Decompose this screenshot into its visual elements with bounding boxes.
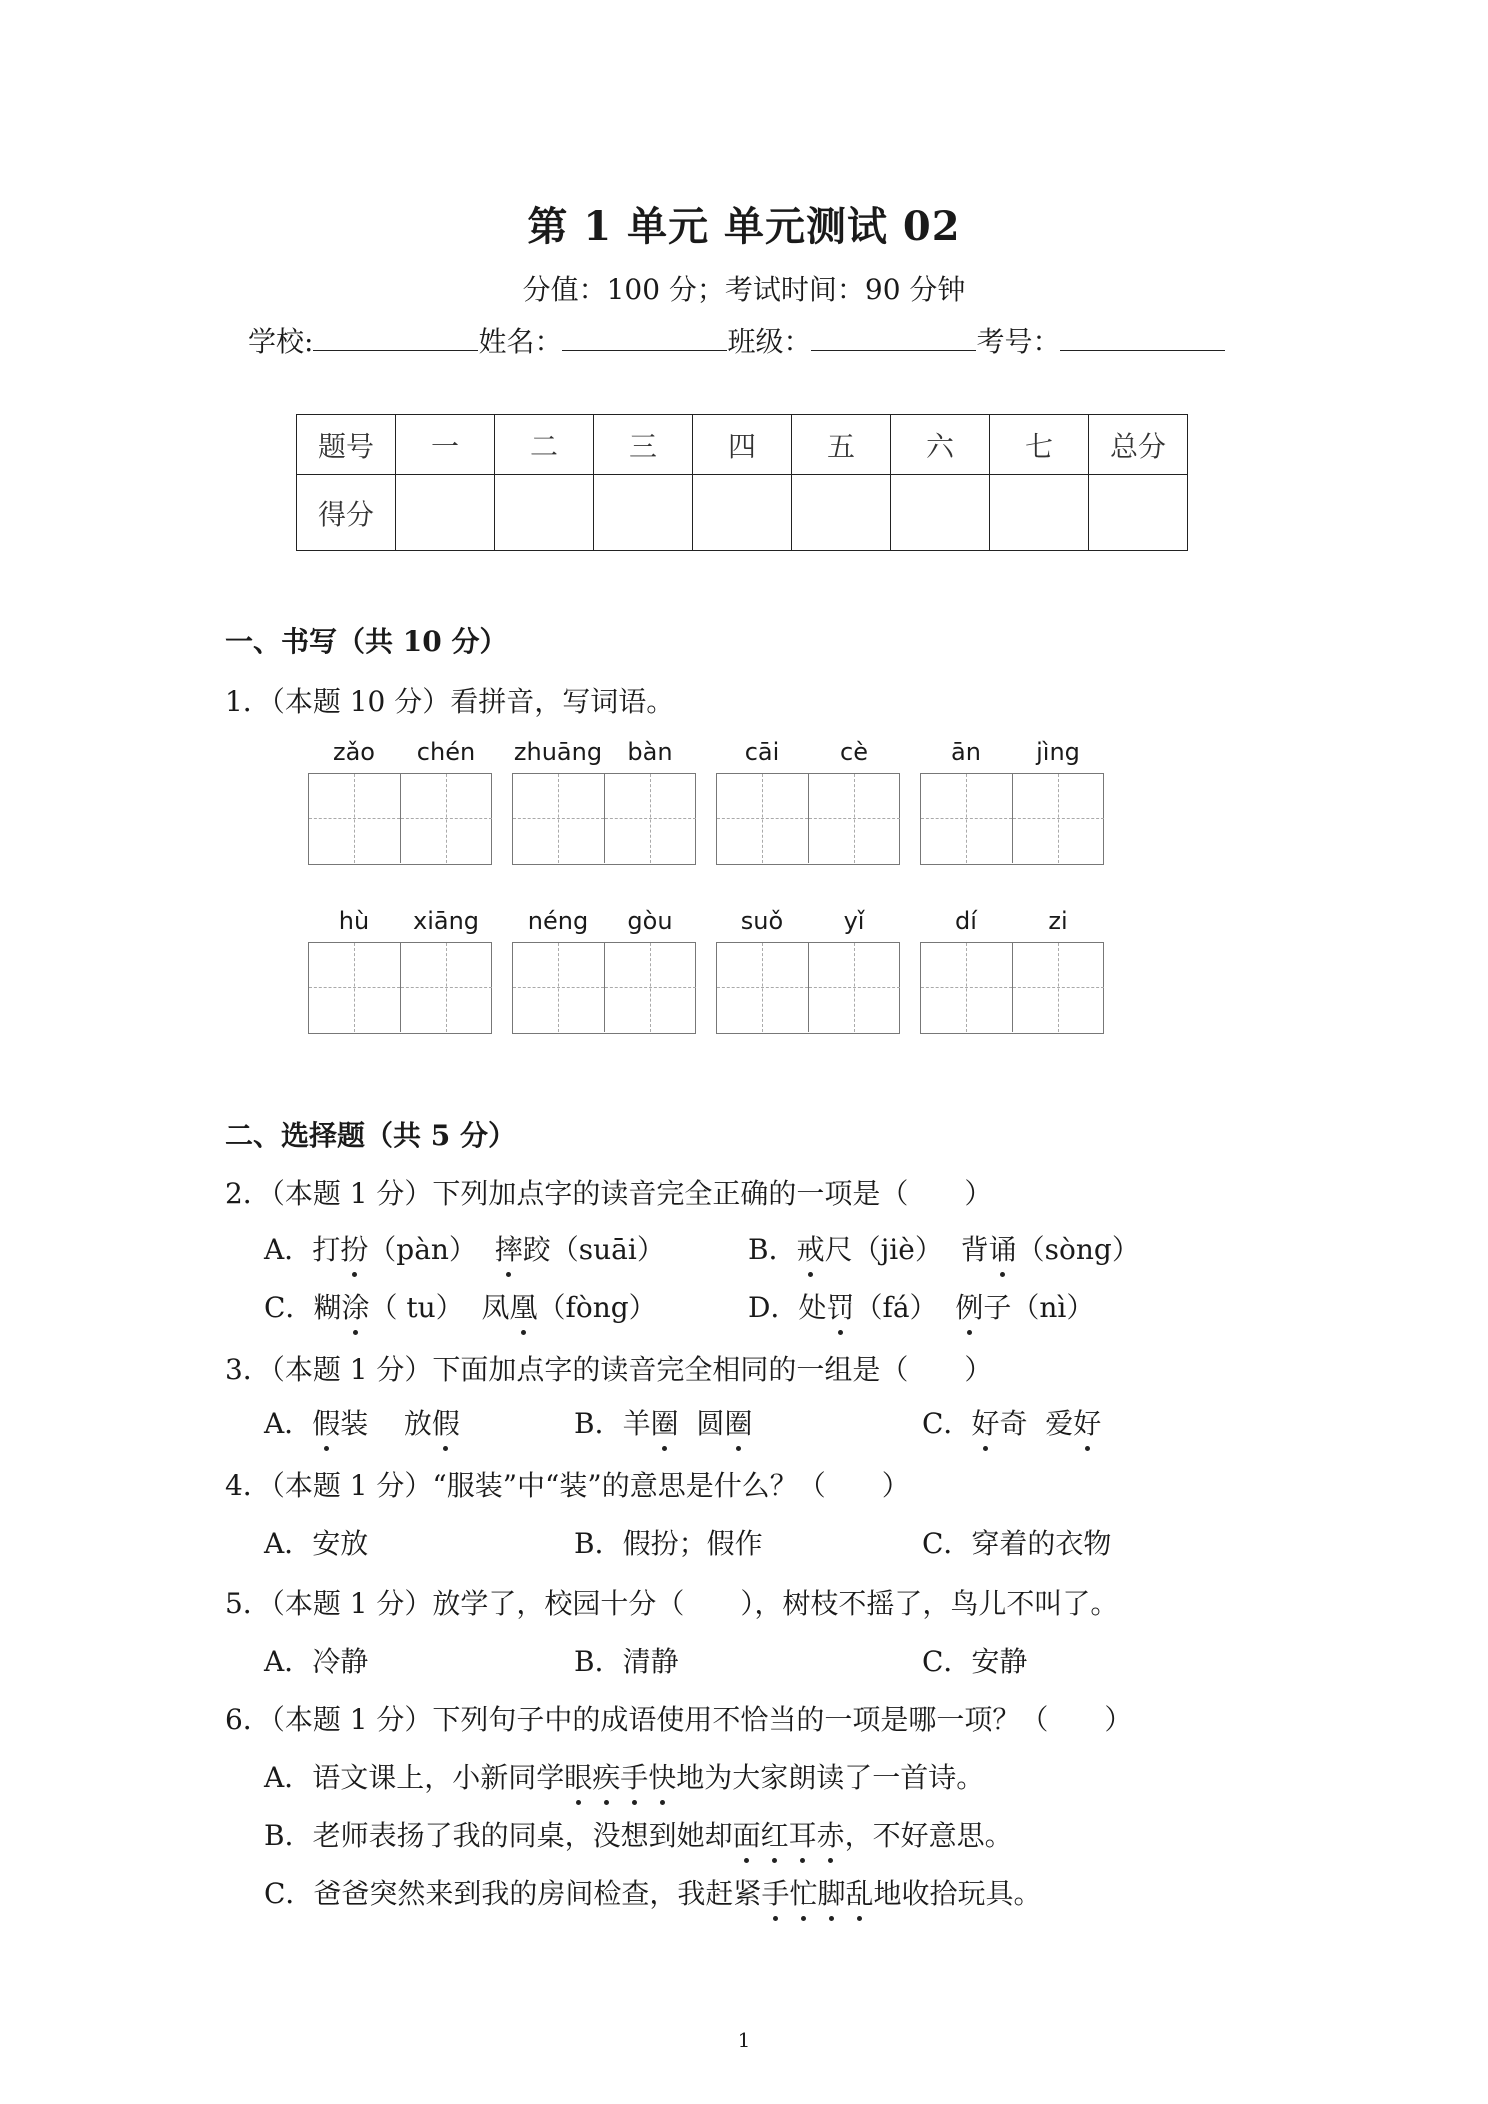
- writing-grid[interactable]: [920, 942, 1104, 1034]
- writing-grid[interactable]: [512, 773, 696, 865]
- q2-option-c: C．糊涂（ tu） 凤凰（fòng）: [264, 1286, 657, 1326]
- score-cell[interactable]: [693, 475, 792, 551]
- name-blank[interactable]: [562, 322, 727, 351]
- exam-subtitle: 分值：100 分；考试时间：90 分钟: [522, 273, 966, 306]
- q4-option-c: C．穿着的衣物: [922, 1527, 1112, 1560]
- school-blank[interactable]: [313, 322, 478, 351]
- writing-grid[interactable]: [512, 942, 696, 1034]
- q3-option-b: B．羊圈 圆圈: [574, 1402, 752, 1442]
- writing-grid[interactable]: [716, 773, 900, 865]
- pinyin-label: bàn: [627, 738, 673, 766]
- section-1-title: 一、书写（共 10 分）: [225, 625, 508, 658]
- pinyin-label: zǎo: [333, 738, 375, 766]
- question-3: 3．（本题 1 分）下面加点字的读音完全相同的一组是（ ）: [225, 1353, 993, 1386]
- number-label: 考号：: [976, 325, 1061, 358]
- q2-option-b: B．戒尺（jiè） 背诵（sòng）: [748, 1228, 1140, 1268]
- score-header-cell: 题号: [297, 415, 396, 475]
- section-2-title: 二、选择题（共 5 分）: [225, 1119, 516, 1152]
- score-header-cell: 四: [693, 415, 792, 475]
- q2-option-d: D．处罚（fá） 例子（nì）: [748, 1286, 1094, 1326]
- q5-option-b: B．清静: [574, 1645, 679, 1678]
- score-header-cell: 总分: [1089, 415, 1188, 475]
- name-label: 姓名：: [478, 325, 563, 358]
- score-header-cell: 六: [891, 415, 990, 475]
- pinyin-label: zhuāng: [513, 738, 603, 766]
- pinyin-label: hù: [338, 907, 370, 935]
- class-blank[interactable]: [811, 322, 976, 351]
- q6-option-c: C．爸爸突然来到我的房间检查，我赶紧手忙脚乱地收拾玩具。: [264, 1872, 1042, 1912]
- writing-grid[interactable]: [308, 773, 492, 865]
- student-info-line: [248, 320, 1225, 360]
- pinyin-label: jìng: [1036, 738, 1080, 766]
- score-cell[interactable]: [792, 475, 891, 551]
- score-cell[interactable]: [396, 475, 495, 551]
- q5-option-c: C．安静: [922, 1645, 1028, 1678]
- pinyin-label: cè: [840, 738, 868, 766]
- pinyin-label: xiāng: [412, 907, 480, 935]
- q6-option-b: B．老师表扬了我的同桌，没想到她却面红耳赤，不好意思。: [264, 1814, 1013, 1854]
- pinyin-label: cāi: [744, 738, 780, 766]
- class-label: 班级：: [727, 325, 812, 358]
- score-cell[interactable]: [495, 475, 594, 551]
- question-4: 4．（本题 1 分）“服装”中“装”的意思是什么？（ ）: [225, 1469, 910, 1502]
- writing-grid[interactable]: [920, 773, 1104, 865]
- score-table-score-row: [297, 475, 1188, 551]
- question-5: 5．（本题 1 分）放学了，校园十分（ ），树枝不摇了，鸟儿不叫了。: [225, 1587, 1119, 1620]
- q5-option-a: A．冷静: [264, 1645, 369, 1678]
- q4-option-a: A．安放: [264, 1527, 369, 1560]
- pinyin-label: yǐ: [843, 907, 865, 935]
- q6-option-a: A．语文课上，小新同学眼疾手快地为大家朗读了一首诗。: [264, 1756, 984, 1796]
- question-1: 1．（本题 10 分）看拼音，写词语。: [225, 685, 675, 718]
- pinyin-label: ān: [951, 738, 981, 766]
- pinyin-label: néng: [527, 907, 589, 935]
- score-header-cell: 七: [990, 415, 1089, 475]
- question-2: 2．（本题 1 分）下列加点字的读音完全正确的一项是（ ）: [225, 1177, 993, 1210]
- q3-option-c: C．好奇 爱好: [922, 1402, 1101, 1442]
- pinyin-label: gòu: [627, 907, 673, 935]
- number-blank[interactable]: [1060, 322, 1225, 351]
- pinyin-label: suǒ: [740, 907, 784, 935]
- q2-option-a: A．打扮（pàn） 摔跤（suāi）: [264, 1228, 665, 1268]
- score-cell[interactable]: [990, 475, 1089, 551]
- pinyin-label: zi: [1048, 907, 1068, 935]
- score-table: [296, 414, 1188, 551]
- q4-option-b: B．假扮；假作: [574, 1527, 763, 1560]
- question-6: 6．（本题 1 分）下列句子中的成语使用不恰当的一项是哪一项？（ ）: [225, 1703, 1133, 1736]
- score-header-cell: 一: [396, 415, 495, 475]
- school-label: 学校:: [248, 325, 314, 358]
- score-header-cell: 二: [495, 415, 594, 475]
- q3-option-a: A．假装 放假: [264, 1402, 460, 1442]
- score-header-cell: 三: [594, 415, 693, 475]
- score-cell[interactable]: [891, 475, 990, 551]
- score-row-label: 得分: [297, 475, 396, 551]
- pinyin-label: dí: [955, 907, 977, 935]
- score-cell[interactable]: [594, 475, 693, 551]
- page-title: 第 1 单元 单元测试 02: [527, 203, 961, 250]
- score-cell[interactable]: [1089, 475, 1188, 551]
- writing-grid[interactable]: [308, 942, 492, 1034]
- score-header-cell: 五: [792, 415, 891, 475]
- score-table-header-row: [297, 415, 1188, 475]
- writing-grid[interactable]: [716, 942, 900, 1034]
- pinyin-label: chén: [416, 738, 476, 766]
- page-number: 1: [737, 2028, 751, 2052]
